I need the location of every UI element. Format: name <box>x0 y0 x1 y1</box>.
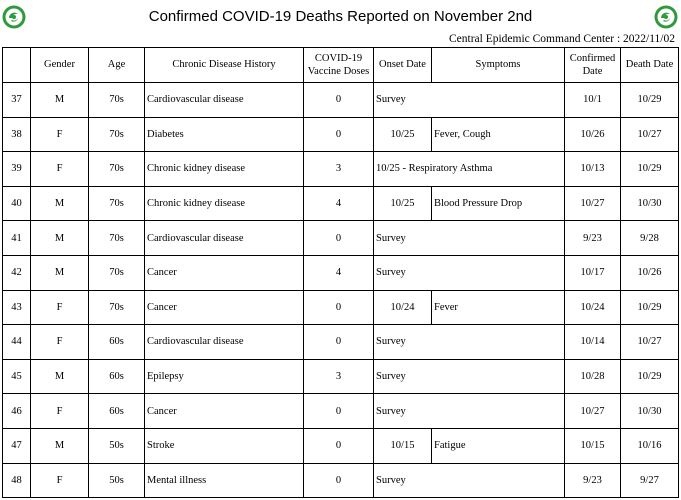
row-number: 38 <box>3 117 31 152</box>
death-date-cell: 10/30 <box>621 186 679 221</box>
gender-cell: F <box>31 394 89 429</box>
death-date-cell: 10/27 <box>621 325 679 360</box>
confirmed-date-cell: 10/1 <box>565 83 621 118</box>
history-cell: Cardiovascular disease <box>145 325 304 360</box>
doses-cell: 0 <box>304 221 374 256</box>
col-header-age: Age <box>89 48 145 83</box>
history-cell: Cancer <box>145 394 304 429</box>
row-number: 48 <box>3 463 31 498</box>
onset-cell: Survey <box>374 325 565 360</box>
onset-cell: Survey <box>374 463 565 498</box>
age-cell: 70s <box>89 83 145 118</box>
age-cell: 50s <box>89 428 145 463</box>
doses-cell: 0 <box>304 463 374 498</box>
history-cell: Chronic kidney disease <box>145 152 304 187</box>
age-cell: 70s <box>89 290 145 325</box>
table-row <box>3 325 679 360</box>
onset-cell: 10/24 <box>374 290 432 325</box>
gender-cell: M <box>31 83 89 118</box>
history-cell: Diabetes <box>145 117 304 152</box>
onset-cell: Survey <box>374 394 565 429</box>
gender-cell: F <box>31 325 89 360</box>
onset-cell: Survey <box>374 83 565 118</box>
row-number: 47 <box>3 428 31 463</box>
death-date-cell: 10/29 <box>621 83 679 118</box>
history-cell: Cardiovascular disease <box>145 83 304 118</box>
gender-cell: F <box>31 152 89 187</box>
confirmed-date-cell: 10/17 <box>565 255 621 290</box>
confirmed-date-cell: 10/24 <box>565 290 621 325</box>
history-cell: Cardiovascular disease <box>145 221 304 256</box>
row-number: 40 <box>3 186 31 221</box>
confirmed-date-cell: 10/27 <box>565 186 621 221</box>
source-line: Central Epidemic Command Center : 2022/11/02 <box>448 33 675 45</box>
death-date-cell: 10/26 <box>621 255 679 290</box>
confirmed-date-cell: 10/14 <box>565 325 621 360</box>
death-date-cell: 10/27 <box>621 117 679 152</box>
age-cell: 70s <box>89 221 145 256</box>
doses-cell: 3 <box>304 359 374 394</box>
history-cell: Chronic kidney disease <box>145 186 304 221</box>
gender-cell: M <box>31 359 89 394</box>
onset-cell: Survey <box>374 221 565 256</box>
col-header-confirmed: Confirmed Date <box>565 48 621 83</box>
onset-cell: 10/25 <box>374 117 432 152</box>
gender-cell: F <box>31 463 89 498</box>
onset-cell: 10/25 <box>374 186 432 221</box>
onset-cell: 10/25 - Respiratory Asthma <box>374 152 565 187</box>
table-row <box>3 221 679 256</box>
death-date-cell: 10/29 <box>621 152 679 187</box>
gender-cell: F <box>31 290 89 325</box>
table-row <box>3 290 679 325</box>
gender-cell: M <box>31 255 89 290</box>
col-header-no <box>3 48 31 83</box>
doses-cell: 0 <box>304 325 374 360</box>
doses-cell: 0 <box>304 290 374 325</box>
doses-cell: 4 <box>304 186 374 221</box>
death-date-cell: 10/30 <box>621 394 679 429</box>
row-number: 43 <box>3 290 31 325</box>
onset-cell: 10/15 <box>374 428 432 463</box>
row-number: 39 <box>3 152 31 187</box>
symptoms-cell: Fever <box>432 290 565 325</box>
row-number: 37 <box>3 83 31 118</box>
age-cell: 70s <box>89 186 145 221</box>
page-title: Confirmed COVID-19 Deaths Reported on November 2nd <box>148 8 533 25</box>
confirmed-date-cell: 9/23 <box>565 221 621 256</box>
history-cell: Epilepsy <box>145 359 304 394</box>
age-cell: 50s <box>89 463 145 498</box>
symptoms-cell: Fever, Cough <box>432 117 565 152</box>
death-date-cell: 9/28 <box>621 221 679 256</box>
symptoms-cell: Fatigue <box>432 428 565 463</box>
confirmed-date-cell: 10/27 <box>565 394 621 429</box>
history-cell: Mental illness <box>145 463 304 498</box>
doses-cell: 0 <box>304 428 374 463</box>
doses-cell: 4 <box>304 255 374 290</box>
row-number: 46 <box>3 394 31 429</box>
doses-cell: 0 <box>304 117 374 152</box>
doses-cell: 3 <box>304 152 374 187</box>
table-row <box>3 428 679 463</box>
onset-cell: Survey <box>374 359 565 394</box>
table-body <box>3 83 679 498</box>
confirmed-date-cell: 10/13 <box>565 152 621 187</box>
table-row <box>3 359 679 394</box>
row-number: 42 <box>3 255 31 290</box>
cdc-logo-icon <box>654 5 678 29</box>
gender-cell: M <box>31 428 89 463</box>
age-cell: 70s <box>89 152 145 187</box>
row-number: 41 <box>3 221 31 256</box>
deaths-table <box>2 47 679 498</box>
row-number: 45 <box>3 359 31 394</box>
age-cell: 60s <box>89 394 145 429</box>
col-header-doses: COVID-19 Vaccine Doses <box>304 48 374 83</box>
gender-cell: M <box>31 186 89 221</box>
history-cell: Cancer <box>145 255 304 290</box>
death-date-cell: 10/29 <box>621 359 679 394</box>
confirmed-date-cell: 10/26 <box>565 117 621 152</box>
age-cell: 70s <box>89 255 145 290</box>
col-header-death: Death Date <box>621 48 679 83</box>
col-header-symptoms: Symptoms <box>432 48 565 83</box>
table-row <box>3 394 679 429</box>
table-row <box>3 83 679 118</box>
age-cell: 60s <box>89 359 145 394</box>
col-header-gender: Gender <box>31 48 89 83</box>
death-date-cell: 10/29 <box>621 290 679 325</box>
gender-cell: F <box>31 117 89 152</box>
age-cell: 70s <box>89 117 145 152</box>
confirmed-date-cell: 9/23 <box>565 463 621 498</box>
confirmed-date-cell: 10/28 <box>565 359 621 394</box>
col-header-history: Chronic Disease History <box>145 48 304 83</box>
history-cell: Stroke <box>145 428 304 463</box>
doses-cell: 0 <box>304 83 374 118</box>
gender-cell: M <box>31 221 89 256</box>
col-header-onset: Onset Date <box>374 48 432 83</box>
doses-cell: 0 <box>304 394 374 429</box>
history-cell: Cancer <box>145 290 304 325</box>
confirmed-date-cell: 10/15 <box>565 428 621 463</box>
table-row <box>3 152 679 187</box>
table-header-row <box>3 48 679 83</box>
age-cell: 60s <box>89 325 145 360</box>
table-row <box>3 186 679 221</box>
death-date-cell: 10/16 <box>621 428 679 463</box>
table-row <box>3 463 679 498</box>
table-row <box>3 117 679 152</box>
table-row <box>3 255 679 290</box>
death-date-cell: 9/27 <box>621 463 679 498</box>
symptoms-cell: Blood Pressure Drop <box>432 186 565 221</box>
onset-cell: Survey <box>374 255 565 290</box>
row-number: 44 <box>3 325 31 360</box>
